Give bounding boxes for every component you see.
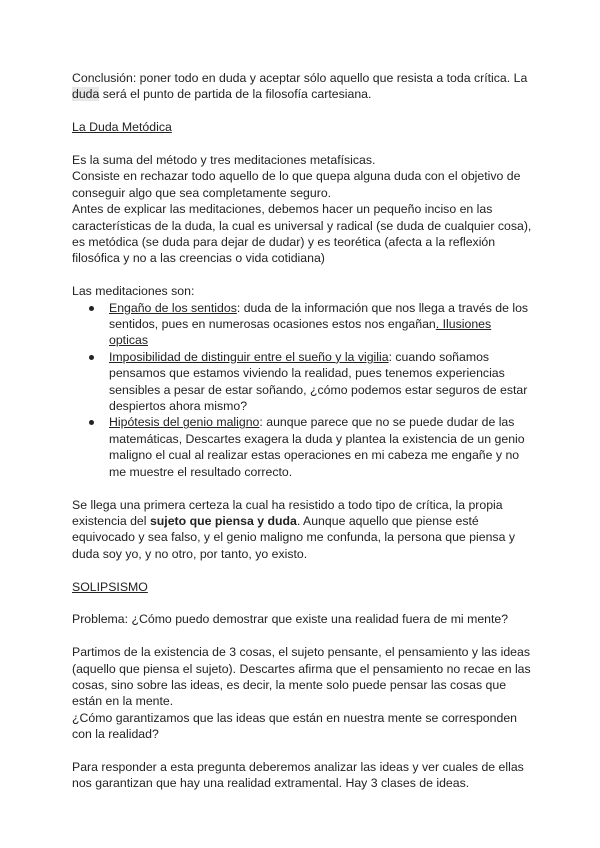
- list-item-text: : duda de la información que nos llega a través de los sentidos, pues en numerosas ocasiones estos nos engañan: [109, 300, 529, 332]
- certeza-paragraph: [72, 497, 532, 563]
- list-item: [109, 349, 532, 415]
- list-item-term: Hipótesis del genio maligno: [109, 415, 260, 430]
- section-heading-duda-metodica: La Duda Metódica: [72, 120, 172, 135]
- duda-line-2: Consiste en rechazar todo aquello de lo que quepa alguna duda con el objetivo de conseguir algo que sea completamente seguro.: [72, 169, 521, 200]
- conclusion-text-end: será el punto de partida de la filosofía cartesiana.: [99, 87, 372, 102]
- certeza-text-end: . Aunque aquello que piense esté equivocado y sea falso, y el genio maligno me confunda, la persona que piensa y duda soy yo, y no otro, por tanto, yo existo.: [72, 513, 515, 561]
- list-item-term: Engaño de los sentidos: [109, 300, 237, 315]
- list-item-text: : aunque parece que no se puede dudar de las matemáticas, Descartes exagera la duda y plantea la existencia de un genio maligno el cual al realizar estas operaciones en mi cabeza me engañe y no me muestre el resultado correcto.: [109, 415, 525, 479]
- meditaciones-list: [72, 300, 532, 480]
- pregunta-paragraph: ¿Cómo garantizamos que las ideas que están en nuestra mente se corresponden con la realidad?: [72, 710, 517, 742]
- duda-line-1: Es la suma del método y tres meditaciones metafísicas.: [72, 153, 376, 167]
- certeza-bold: sujeto que piensa y duda: [149, 513, 297, 528]
- list-item: [109, 300, 532, 349]
- meditaciones-intro: Las meditaciones son:: [72, 284, 195, 299]
- responder-paragraph: Para responder a esta pregunta deberemos analizar las ideas y ver cuales de ellas nos garantizan que hay una realidad extramental. Hay 3 clases de ideas.: [72, 759, 524, 791]
- duda-line-3: Antes de explicar las meditaciones, debemos hacer un pequeño inciso en las características de la duda, la cual es universal y radical (se duda de cualquier cosa), es metódica (se duda para dejar de dudar) y es teorética (afecta a la reflexión filosófica y no a las creencias o vida cotidiana): [72, 202, 532, 266]
- list-item-tail: . Ilusiones opticas: [109, 317, 492, 348]
- highlighted-word: duda: [72, 87, 100, 102]
- certeza-text: Se llega una primera certeza la cual ha resistido a todo tipo de crítica, la propia existencia del: [72, 497, 503, 528]
- conclusion-text: Conclusión: poner todo en duda y aceptar sólo aquello que resista a toda crítica. La: [72, 71, 528, 85]
- section-heading-solipsismo: SOLIPSISMO: [72, 579, 148, 594]
- problema-paragraph: Problema: ¿Cómo puedo demostrar que existe una realidad fuera de mi mente?: [72, 612, 509, 627]
- conclusion-paragraph: [72, 70, 532, 103]
- list-item: [109, 414, 532, 480]
- list-item-text: : cuando soñamos pensamos que estamos viviendo la realidad, pues tenemos experiencias sensibles a pesar de estar soñando, ¿cómo podemos estar seguros de estar despiertos ahora mismo?: [109, 349, 528, 414]
- list-item-term: Imposibilidad de distinguir entre el sueño y la vigilia: [109, 349, 389, 364]
- partimos-paragraph: Partimos de la existencia de 3 cosas, el sujeto pensante, el pensamiento y las ideas (aquello que piensa el sujeto). Descartes afirma que el pensamiento no recae en las cosas, sino sobre las ideas, es decir, la mente solo puede pensar las cosas que están en la mente.: [72, 645, 531, 709]
